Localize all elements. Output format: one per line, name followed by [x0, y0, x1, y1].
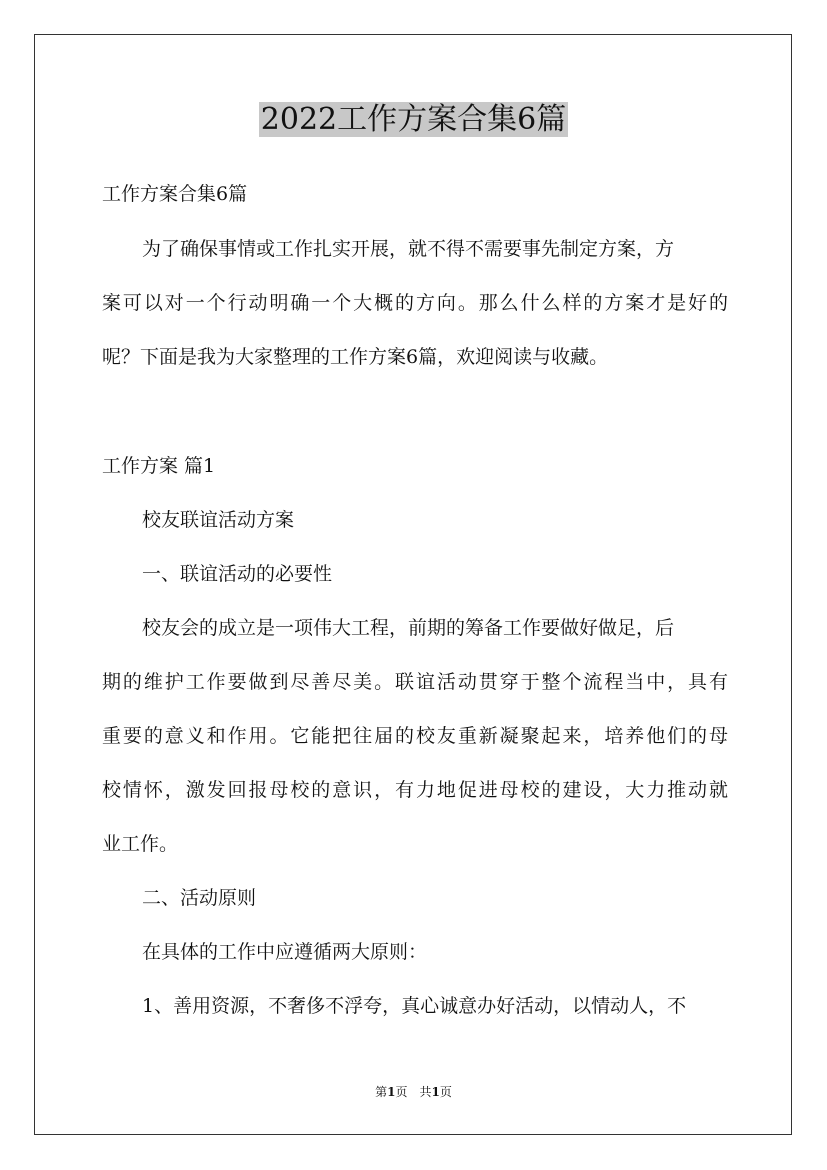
document-title-text: 2022工作方案合集6篇	[260, 102, 567, 137]
part1-line-5: 业工作。	[102, 833, 179, 855]
part1-line-3: 重要的意义和作用。它能把往届的校友重新凝聚起来，培养他们的母	[102, 725, 728, 747]
footer-page-mid: 页 共	[395, 1085, 432, 1099]
principle-1: 1、善用资源，不奢侈不浮夸，真心诚意办好活动，以情动人，不	[142, 995, 687, 1017]
footer-page-number: 1	[387, 1085, 396, 1099]
footer-page-total: 1	[431, 1085, 440, 1099]
page-footer	[0, 1084, 827, 1100]
footer-page-prefix: 第	[375, 1085, 388, 1099]
plan-title: 校友联谊活动方案	[142, 509, 295, 531]
subtitle: 工作方案合集6篇	[102, 183, 248, 205]
footer-page-suffix: 页	[439, 1085, 452, 1099]
intro-line-1: 为了确保事情或工作扎实开展，就不得不需要事先制定方案，方	[142, 238, 675, 260]
part1-line-4: 校情怀，激发回报母校的意识，有力地促进母校的建设，大力推动就	[102, 779, 728, 801]
document-title	[0, 98, 827, 142]
part2-intro: 在具体的工作中应遵循两大原则：	[142, 941, 428, 963]
section-heading: 工作方案 篇1	[102, 455, 216, 477]
intro-line-3: 呢？下面是我为大家整理的工作方案6篇，欢迎阅读与收藏。	[102, 346, 609, 368]
part1-heading: 一、联谊活动的必要性	[142, 563, 333, 585]
intro-line-2: 案可以对一个行动明确一个大概的方向。那么什么样的方案才是好的	[102, 292, 728, 314]
part1-line-1: 校友会的成立是一项伟大工程，前期的筹备工作要做好做足，后	[142, 617, 675, 639]
part1-line-2: 期的维护工作要做到尽善尽美。联谊活动贯穿于整个流程当中，具有	[102, 671, 728, 693]
part2-heading: 二、活动原则	[142, 887, 257, 909]
